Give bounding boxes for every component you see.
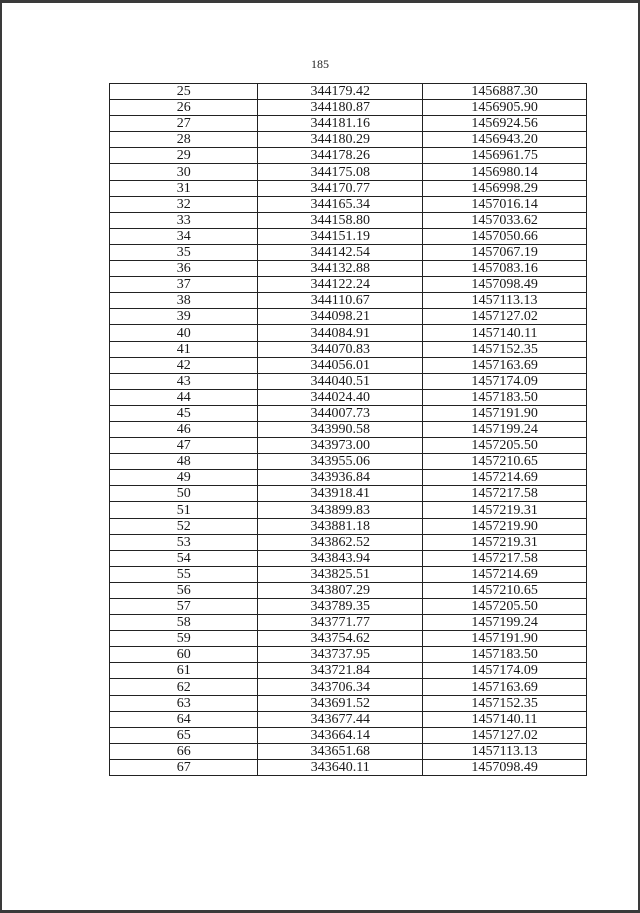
x-coordinate-cell: 343651.68	[258, 743, 423, 759]
y-coordinate-cell: 1457083.16	[423, 261, 587, 277]
point-number-cell: 34	[110, 228, 258, 244]
point-number-cell: 32	[110, 196, 258, 212]
x-coordinate-cell: 343771.77	[258, 615, 423, 631]
table-row	[110, 518, 587, 534]
point-number-cell: 47	[110, 438, 258, 454]
x-coordinate-cell: 344110.67	[258, 293, 423, 309]
y-coordinate-cell: 1457098.49	[423, 759, 587, 775]
y-coordinate-cell: 1457113.13	[423, 293, 587, 309]
table-row	[110, 293, 587, 309]
table-row	[110, 534, 587, 550]
x-coordinate-cell: 344132.88	[258, 261, 423, 277]
x-coordinate-cell: 343862.52	[258, 534, 423, 550]
table-row	[110, 438, 587, 454]
y-coordinate-cell: 1457050.66	[423, 228, 587, 244]
x-coordinate-cell: 344122.24	[258, 277, 423, 293]
y-coordinate-cell: 1456998.29	[423, 180, 587, 196]
y-coordinate-cell: 1457191.90	[423, 405, 587, 421]
point-number-cell: 33	[110, 212, 258, 228]
table-row	[110, 743, 587, 759]
x-coordinate-cell: 343918.41	[258, 486, 423, 502]
point-number-cell: 29	[110, 148, 258, 164]
y-coordinate-cell: 1457140.11	[423, 325, 587, 341]
y-coordinate-cell: 1457210.65	[423, 582, 587, 598]
point-number-cell: 54	[110, 550, 258, 566]
point-number-cell: 45	[110, 405, 258, 421]
table-row	[110, 470, 587, 486]
x-coordinate-cell: 343664.14	[258, 727, 423, 743]
point-number-cell: 58	[110, 615, 258, 631]
point-number-cell: 50	[110, 486, 258, 502]
table-row	[110, 566, 587, 582]
y-coordinate-cell: 1457067.19	[423, 244, 587, 260]
table-row	[110, 389, 587, 405]
x-coordinate-cell: 344180.87	[258, 100, 423, 116]
x-coordinate-cell: 344175.08	[258, 164, 423, 180]
point-number-cell: 66	[110, 743, 258, 759]
y-coordinate-cell: 1456961.75	[423, 148, 587, 164]
y-coordinate-cell: 1457214.69	[423, 566, 587, 582]
y-coordinate-cell: 1457205.50	[423, 599, 587, 615]
page-number: 185	[311, 57, 329, 71]
point-number-cell: 63	[110, 695, 258, 711]
y-coordinate-cell: 1457033.62	[423, 212, 587, 228]
table-row	[110, 309, 587, 325]
point-number-cell: 40	[110, 325, 258, 341]
y-coordinate-cell: 1457113.13	[423, 743, 587, 759]
y-coordinate-cell: 1457163.69	[423, 357, 587, 373]
table-row	[110, 132, 587, 148]
table-row	[110, 100, 587, 116]
x-coordinate-cell: 343936.84	[258, 470, 423, 486]
y-coordinate-cell: 1457098.49	[423, 277, 587, 293]
table-row	[110, 631, 587, 647]
point-number-cell: 61	[110, 663, 258, 679]
table-row	[110, 582, 587, 598]
y-coordinate-cell: 1457127.02	[423, 309, 587, 325]
x-coordinate-cell: 344084.91	[258, 325, 423, 341]
table-row	[110, 759, 587, 775]
table-row	[110, 357, 587, 373]
point-number-cell: 55	[110, 566, 258, 582]
point-number-cell: 35	[110, 244, 258, 260]
point-number-cell: 27	[110, 116, 258, 132]
x-coordinate-cell: 343789.35	[258, 599, 423, 615]
table-row	[110, 148, 587, 164]
y-coordinate-cell: 1457016.14	[423, 196, 587, 212]
x-coordinate-cell: 343825.51	[258, 566, 423, 582]
x-coordinate-cell: 343807.29	[258, 582, 423, 598]
y-coordinate-cell: 1456905.90	[423, 100, 587, 116]
y-coordinate-cell: 1457199.24	[423, 421, 587, 437]
y-coordinate-cell: 1457183.50	[423, 647, 587, 663]
table-row	[110, 550, 587, 566]
point-number-cell: 41	[110, 341, 258, 357]
x-coordinate-cell: 343843.94	[258, 550, 423, 566]
point-number-cell: 28	[110, 132, 258, 148]
y-coordinate-cell: 1456924.56	[423, 116, 587, 132]
x-coordinate-cell: 343721.84	[258, 663, 423, 679]
table-row	[110, 727, 587, 743]
table-row	[110, 647, 587, 663]
table-row	[110, 261, 587, 277]
table-row	[110, 615, 587, 631]
table-row	[110, 599, 587, 615]
x-coordinate-cell: 344040.51	[258, 373, 423, 389]
x-coordinate-cell: 344007.73	[258, 405, 423, 421]
table-row	[110, 486, 587, 502]
point-number-cell: 67	[110, 759, 258, 775]
point-number-cell: 26	[110, 100, 258, 116]
table-row	[110, 502, 587, 518]
point-number-cell: 48	[110, 454, 258, 470]
x-coordinate-cell: 344056.01	[258, 357, 423, 373]
point-number-cell: 51	[110, 502, 258, 518]
x-coordinate-cell: 343990.58	[258, 421, 423, 437]
table-row	[110, 679, 587, 695]
table-row	[110, 228, 587, 244]
y-coordinate-cell: 1457210.65	[423, 454, 587, 470]
x-coordinate-cell: 344180.29	[258, 132, 423, 148]
point-number-cell: 52	[110, 518, 258, 534]
x-coordinate-cell: 343899.83	[258, 502, 423, 518]
y-coordinate-cell: 1457219.90	[423, 518, 587, 534]
y-coordinate-cell: 1457199.24	[423, 615, 587, 631]
point-number-cell: 65	[110, 727, 258, 743]
table-row	[110, 663, 587, 679]
x-coordinate-cell: 344165.34	[258, 196, 423, 212]
y-coordinate-cell: 1457191.90	[423, 631, 587, 647]
point-number-cell: 57	[110, 599, 258, 615]
y-coordinate-cell: 1456943.20	[423, 132, 587, 148]
point-number-cell: 44	[110, 389, 258, 405]
point-number-cell: 31	[110, 180, 258, 196]
table-row	[110, 84, 587, 100]
table-row	[110, 421, 587, 437]
y-coordinate-cell: 1457183.50	[423, 389, 587, 405]
x-coordinate-cell: 344098.21	[258, 309, 423, 325]
y-coordinate-cell: 1457174.09	[423, 663, 587, 679]
point-number-cell: 25	[110, 84, 258, 100]
x-coordinate-cell: 343881.18	[258, 518, 423, 534]
table-row	[110, 164, 587, 180]
table-row	[110, 405, 587, 421]
x-coordinate-cell: 343973.00	[258, 438, 423, 454]
x-coordinate-cell: 344151.19	[258, 228, 423, 244]
x-coordinate-cell: 344070.83	[258, 341, 423, 357]
x-coordinate-cell: 344142.54	[258, 244, 423, 260]
x-coordinate-cell: 343955.06	[258, 454, 423, 470]
table-row	[110, 711, 587, 727]
y-coordinate-cell: 1457205.50	[423, 438, 587, 454]
y-coordinate-cell: 1457140.11	[423, 711, 587, 727]
table-row	[110, 373, 587, 389]
x-coordinate-cell: 343640.11	[258, 759, 423, 775]
point-number-cell: 64	[110, 711, 258, 727]
coordinate-table	[109, 83, 587, 776]
y-coordinate-cell: 1457163.69	[423, 679, 587, 695]
table-row	[110, 212, 587, 228]
table-row	[110, 454, 587, 470]
x-coordinate-cell: 344158.80	[258, 212, 423, 228]
point-number-cell: 37	[110, 277, 258, 293]
x-coordinate-cell: 344170.77	[258, 180, 423, 196]
y-coordinate-cell: 1457152.35	[423, 695, 587, 711]
point-number-cell: 38	[110, 293, 258, 309]
x-coordinate-cell: 344179.42	[258, 84, 423, 100]
point-number-cell: 49	[110, 470, 258, 486]
table-row	[110, 341, 587, 357]
x-coordinate-cell: 343706.34	[258, 679, 423, 695]
x-coordinate-cell: 343677.44	[258, 711, 423, 727]
point-number-cell: 53	[110, 534, 258, 550]
x-coordinate-cell: 344181.16	[258, 116, 423, 132]
point-number-cell: 62	[110, 679, 258, 695]
table-row	[110, 180, 587, 196]
point-number-cell: 56	[110, 582, 258, 598]
table-row	[110, 277, 587, 293]
point-number-cell: 46	[110, 421, 258, 437]
table-row	[110, 325, 587, 341]
x-coordinate-cell: 343691.52	[258, 695, 423, 711]
x-coordinate-cell: 344178.26	[258, 148, 423, 164]
x-coordinate-cell: 343754.62	[258, 631, 423, 647]
y-coordinate-cell: 1457217.58	[423, 550, 587, 566]
table-body	[110, 84, 587, 776]
y-coordinate-cell: 1456887.30	[423, 84, 587, 100]
point-number-cell: 59	[110, 631, 258, 647]
y-coordinate-cell: 1457214.69	[423, 470, 587, 486]
point-number-cell: 39	[110, 309, 258, 325]
table-row	[110, 244, 587, 260]
table-row	[110, 695, 587, 711]
table-row	[110, 116, 587, 132]
y-coordinate-cell: 1457219.31	[423, 502, 587, 518]
point-number-cell: 43	[110, 373, 258, 389]
y-coordinate-cell: 1457127.02	[423, 727, 587, 743]
point-number-cell: 42	[110, 357, 258, 373]
x-coordinate-cell: 343737.95	[258, 647, 423, 663]
y-coordinate-cell: 1456980.14	[423, 164, 587, 180]
x-coordinate-cell: 344024.40	[258, 389, 423, 405]
y-coordinate-cell: 1457217.58	[423, 486, 587, 502]
point-number-cell: 36	[110, 261, 258, 277]
y-coordinate-cell: 1457152.35	[423, 341, 587, 357]
table-row	[110, 196, 587, 212]
point-number-cell: 30	[110, 164, 258, 180]
point-number-cell: 60	[110, 647, 258, 663]
y-coordinate-cell: 1457219.31	[423, 534, 587, 550]
y-coordinate-cell: 1457174.09	[423, 373, 587, 389]
